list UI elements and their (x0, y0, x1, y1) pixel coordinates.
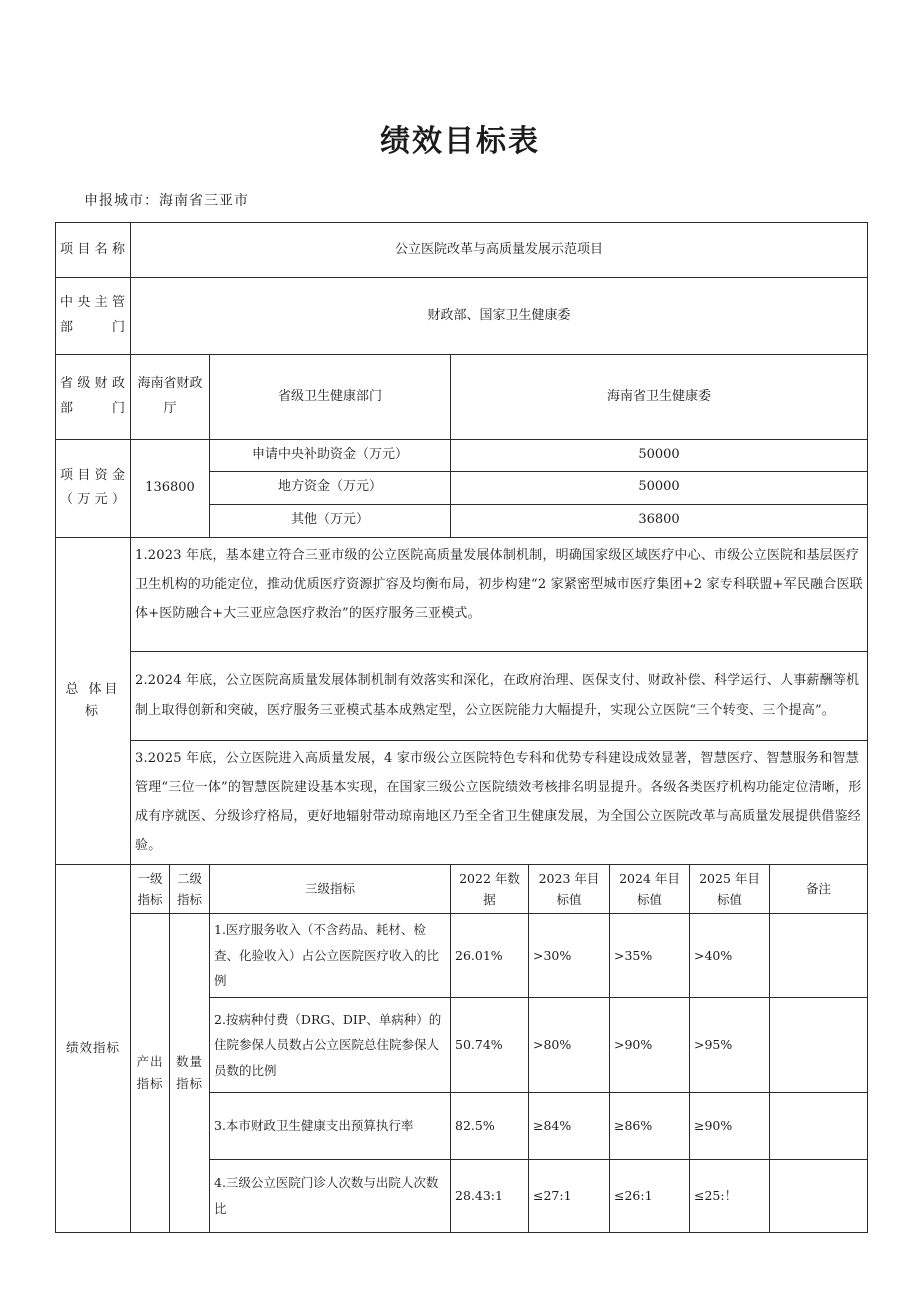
indicator-1-2025: >40% (690, 914, 770, 998)
label-fund-other: 其他（万元） (210, 504, 451, 537)
indicator-3-2024: ≥86% (610, 1093, 690, 1160)
overall-goal-paragraph-1: 1.2023 年底，基本建立符合三亚市级的公立医院高质量发展体制机制，明确国家级区域医疗中心、市级公立医院和基层医疗卫生机构的功能定位，推动优质医疗资源扩容及均衡布局，初步构建“2 家紧密型城市医疗集团+2 家专科联盟+军民融合医联体+医防融合+大三亚应急医疗救治”的医疗服务三亚模式。 (131, 537, 868, 651)
value-project-funds-total: 136800 (131, 440, 210, 538)
label-province-health: 省级卫生健康部门 (210, 355, 451, 440)
value-fund-central-subsidy: 50000 (451, 440, 868, 472)
table-row-fund-central (56, 440, 868, 472)
column-header-note: 备注 (770, 864, 868, 914)
value-province-health: 海南省卫生健康委 (451, 355, 868, 440)
indicator-2-2025: >95% (690, 998, 770, 1093)
overall-goal-paragraph-3: 3.2025 年底，公立医院进入高质量发展，4 家市级公立医院特色专科和优势专科建设成效显著，智慧医疗、智慧服务和智慧管理“三位一体”的智慧医院建设基本实现，在国家三级公立医院绩效考核排名明显提升。各级各类医疗机构功能定位清晰，形成有序就医、分级诊疗格局，更好地辐射带动琼南地区乃至全省卫生健康发展，为全国公立医院改革与高质量发展提供借鉴经验。 (131, 740, 868, 864)
indicator-name-2: 2.按病种付费（DRG、DIP、单病种）的住院参保人员数占公立医院总住院参保人员数的比例 (210, 998, 451, 1093)
label-fund-central-subsidy: 申请中央补助资金（万元） (210, 440, 451, 472)
table-row-overall-goal-1 (56, 537, 868, 651)
main-form-table (55, 222, 868, 1233)
column-header-2025-target: 2025 年目标值 (690, 864, 770, 914)
indicator-1-2024: >35% (610, 914, 690, 998)
table-row-project-name (56, 223, 868, 278)
table-row-indicator-1 (56, 914, 868, 998)
label-province-finance: 省级财政部门 (56, 355, 131, 440)
label-output-indicator: 产出指标 (131, 914, 170, 1233)
value-fund-local: 50000 (451, 471, 868, 504)
indicator-4-2022: 28.43:1 (451, 1160, 529, 1233)
indicator-2-2022: 50.74% (451, 998, 529, 1093)
overall-goal-paragraph-2: 2.2024 年底，公立医院高质量发展体制机制有效落实和深化，在政府治理、医保支付、财政补偿、科学运行、人事薪酬等机制上取得创新和突破，医疗服务三亚模式基本成熟定型，公立医院能力大幅提升，实现公立医院“三个转变、三个提高”。 (131, 651, 868, 740)
indicator-1-note (770, 914, 868, 998)
label-fund-local: 地方资金（万元） (210, 471, 451, 504)
indicator-2-2023: >80% (529, 998, 610, 1093)
table-row-indicator-header (56, 864, 868, 914)
label-project-name: 项目名称 (56, 223, 131, 278)
indicator-4-2025: ≤25:！ (690, 1160, 770, 1233)
indicator-2-2024: >90% (610, 998, 690, 1093)
indicator-4-2024: ≤26:1 (610, 1160, 690, 1233)
value-fund-other: 36800 (451, 504, 868, 537)
indicator-name-1: 1.医疗服务收入（不含药品、耗材、检查、化验收入）占公立医院医疗收入的比例 (210, 914, 451, 998)
column-header-level1: 一级指标 (131, 864, 170, 914)
column-header-2023-target: 2023 年目标值 (529, 864, 610, 914)
column-header-level3: 三级指标 (210, 864, 451, 914)
indicator-name-3: 3.本市财政卫生健康支出预算执行率 (210, 1093, 451, 1160)
indicator-3-note (770, 1093, 868, 1160)
value-project-name: 公立医院改革与高质量发展示范项目 (131, 223, 868, 278)
indicator-3-2025: ≥90% (690, 1093, 770, 1160)
indicator-1-2022: 26.01% (451, 914, 529, 998)
table-row-overall-goal-2 (56, 651, 868, 740)
column-header-2022-data: 2022 年数据 (451, 864, 529, 914)
label-quantity-indicator: 数量指标 (170, 914, 210, 1233)
applicant-city: 申报城市：海南省三亚市 (84, 193, 249, 209)
value-province-finance: 海南省财政厅 (131, 355, 210, 440)
indicator-1-2023: >30% (529, 914, 610, 998)
indicator-2-note (770, 998, 868, 1093)
table-row-overall-goal-3 (56, 740, 868, 864)
value-central-department: 财政部、国家卫生健康委 (131, 278, 868, 355)
indicator-3-2023: ≥84% (529, 1093, 610, 1160)
table-row-central-department (56, 278, 868, 355)
column-header-level2: 二级指标 (170, 864, 210, 914)
page-title: 绩效目标表 (380, 124, 540, 159)
label-overall-goals: 总 体目标 (56, 537, 131, 864)
indicator-4-2023: ≤27:1 (529, 1160, 610, 1233)
table-row-province-department (56, 355, 868, 440)
column-header-2024-target: 2024 年目标值 (610, 864, 690, 914)
label-performance-indicators: 绩效指标 (56, 864, 131, 1232)
indicator-3-2022: 82.5% (451, 1093, 529, 1160)
label-project-funds: 项目资金（万元） (56, 440, 131, 538)
performance-target-form (0, 210, 920, 1233)
indicator-4-note (770, 1160, 868, 1233)
label-central-department: 中央主管部门 (56, 278, 131, 355)
indicator-name-4: 4.三级公立医院门诊人次数与出院人次数比 (210, 1160, 451, 1233)
